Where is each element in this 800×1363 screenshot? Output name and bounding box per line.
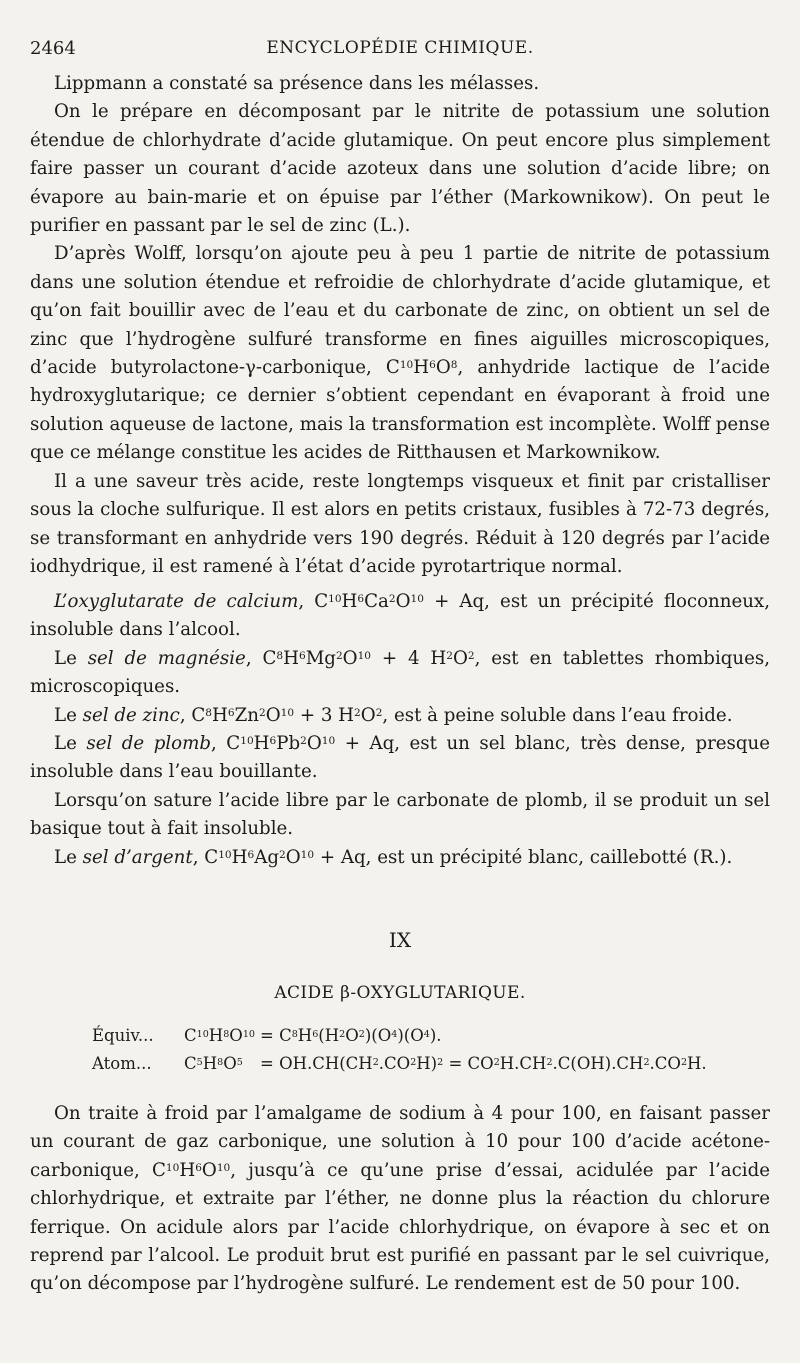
body-text-salts <box>30 588 770 872</box>
paragraph-preparation: On le prépare en décomposant par le nitrite de potassium une solution étendue de chlorhydrate d’acide glutamique. On peut encore plus simplement faire passer un courant d’acide azoteux dans une solution d’acide libre; on évapore au bain-marie et on épuise par l’éther (Markownikow). On peut le purifier en passant par le sel de zinc (L.). <box>30 101 770 237</box>
section-number: IX <box>388 928 412 952</box>
body-text-top <box>30 70 770 581</box>
paragraph-preparation-beta: On traite à froid par l’amalgame de sodium à 4 pour 100, en faisant passer un courant de gaz carbonique, une solution à 10 pour 100 d’acide acétone-carbonique, $C^{10}H^6O^{10}$, jusqu’à ce qu’une prise d’essai, acidulée par l’acide chlorhydrique, et extraite par l’éther, ne donne plus la réaction du chlorure ferrique. On acidule alors par l’acide chlorhydrique, on évapore à sec et on reprend par l’alcool. Le produit brut est purifié en passant par le sel cuivrique, qu’on décompose par l’hydrogène sulfuré. Le rendement est de 50 pour 100. <box>30 1103 770 1295</box>
body-text-bottom <box>30 1100 770 1299</box>
paragraph-lead-salt: Le sel de plomb, $C^{10}H^6Pb^2O^{10} + Aq$, est un sel blanc, très dense, presque insoluble dans l’eau bouillante. <box>30 733 770 783</box>
paragraph-properties: Il a une saveur très acide, reste longtemps visqueux et finit par cristalliser sous la cloche sulfurique. Il est alors en petits cristaux, fusibles à 72-73 degrés, se transformant en anhydride vers 190 degrés. Réduit à 120 degrés par l’acide iodhydrique, il est ramené à l’état d’acide pyrotartrique normal. <box>30 470 770 577</box>
running-head <box>30 38 770 66</box>
paragraph-basic-lead-salt: Lorsqu’on sature l’acide libre par le carbonate de plomb, il se produit un sel basique tout à fait insoluble. <box>30 789 770 840</box>
formula-equiv: Équiv... $C^{10}H^8O^{10} = C^8H^6(H^2O^2)(O^4)(O^4)$. <box>92 1026 442 1045</box>
paragraph-melasses: Lippmann a constaté sa présence dans les mélasses. <box>54 73 540 94</box>
formula-atom: Atom... $C^5H^8O^5 = OH.CH(CH^2.CO^2H)^2 = CO^2H.CH^2.C(OH).CH^2.CO^2H$. <box>92 1054 707 1073</box>
paragraph-calcium-salt: L’oxyglutarate de calcium, $C^{10}H^6Ca^2O^{10} + Aq$, est un précipité floconneux, insoluble dans l’alcool. <box>30 591 770 641</box>
paragraph-wolff: D’après Wolff, lorsqu’on ajoute peu à peu 1 partie de nitrite de potassium dans une solution étendue et refroidie de chlorhydrate d’acide glutamique, et qu’on fait bouillir avec de l’eau et du carbonate de zinc, on obtient un sel de zinc que l’hydrogène sulfuré transforme en fines aiguilles microscopiques, d’acide butyrolactone-γ-carbonique, $C^{10}H^6O^8$, anhydride lactique de l’acide hydroxyglutarique; ce dernier s’obtient cependant en évaporant à froid une solution aqueuse de lactone, mais la transformation est incomplète. Wolff pense que ce mélange constitue les acides de Ritthausen et Markownikow. <box>30 243 770 464</box>
page-number: 2464 <box>30 38 76 59</box>
paragraph-silver-salt: Le sel d’argent, $C^{10}H^6Ag^2O^{10} + Aq$, est un précipité blanc, caillebotté (R.). <box>54 846 733 868</box>
header-title: ENCYCLOPÉDIE CHIMIQUE. <box>266 38 534 58</box>
section-title: ACIDE β-OXYGLUTARIQUE. <box>274 983 526 1003</box>
paragraph-zinc-salt: Le sel de zinc, $C^8H^6Zn^2O^{10} + 3$ $H^2O^2$, est à peine soluble dans l’eau froide. <box>54 704 733 726</box>
paragraph-magnesia-salt: Le sel de magnésie, $C^8H^6Mg^2O^{10} + 4$ $H^2O^2$, est en tablettes rhombiques, microscopiques. <box>30 647 770 698</box>
